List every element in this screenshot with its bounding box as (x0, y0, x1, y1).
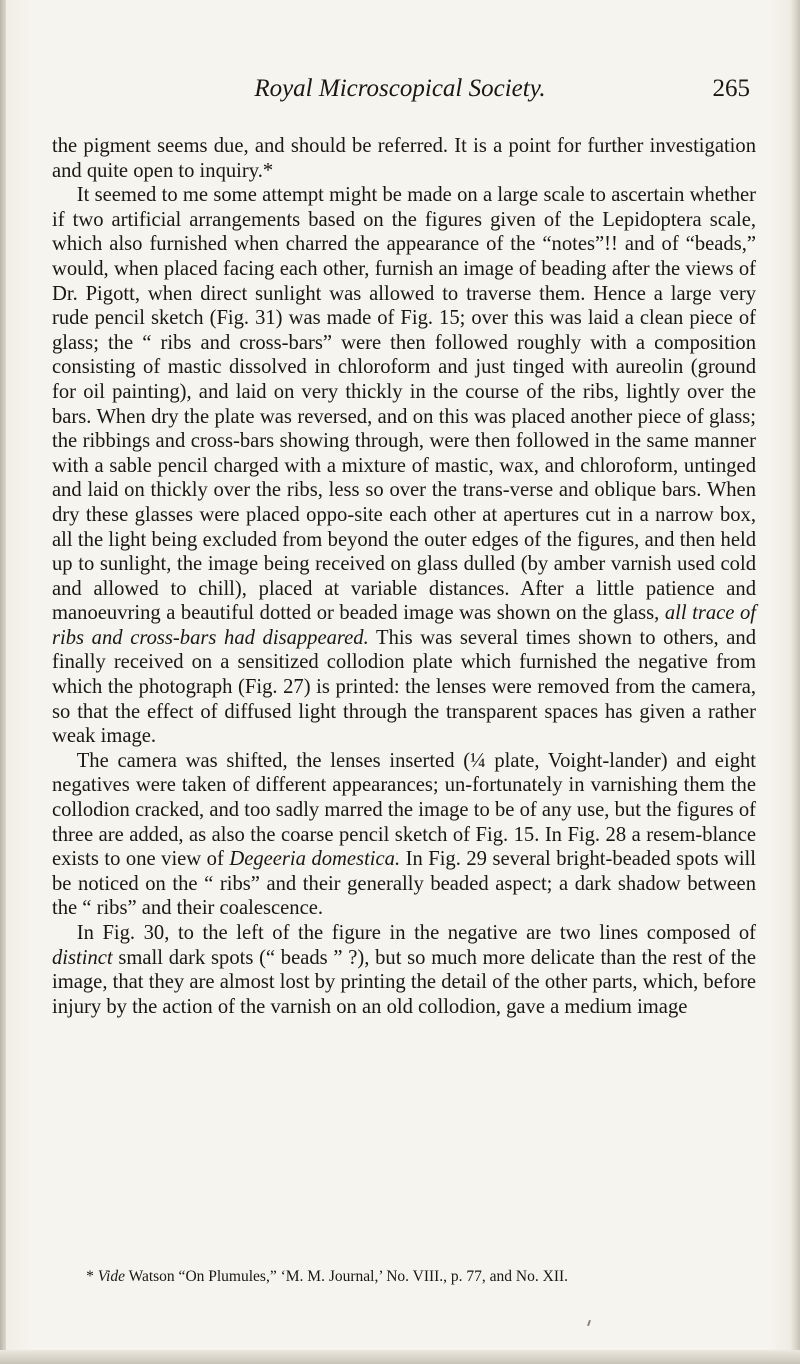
text-run: the pigment seems due, and should be referred. It is a point for further investigation and quite open to inquiry.* (52, 135, 756, 182)
page-bottom-edge (0, 1350, 800, 1364)
page-number: 265 (712, 75, 750, 102)
page-header (40, 75, 760, 115)
italic-text: all trace of ribs and cross-bars had disappeared. (52, 602, 756, 649)
text-run: It seemed to me some attempt might be made on a large scale to ascertain whether if two artificial arrangements based on the figures given of the Lepidoptera scale, which also furnished when charred the appearance of the “notes”!! and of “beads,” would, when placed facing each other, furnish an image of beading after the views of Dr. Pigott, when direct sunlight was allowed to traverse them. Hence a large very rude pencil sketch (Fig. 31) was made of Fig. 15; over this was laid a clean piece of glass; the “ ribs and cross-bars” were then followed roughly with a composition consisting of mastic dissolved in chloroform and just tinged with aureolin (ground for oil painting), and laid on very thickly in the course of the ribs, lightly over the bars. When dry the plate was reversed, and on this was placed another piece of glass; the ribbings and cross-bars showing through, were then followed in the same manner with a sable pencil charged with a mixture of mastic, wax, and chloroform, untinged and laid on thickly over the ribs, less so over the trans-verse and oblique bars. When dry these glasses were placed oppo-site each other at apertures cut in a narrow box, all the light being excluded from beyond the outer edges of the figures, and then held up to sunlight, the image being received on glass dulled (by amber varnish used cold and allowed to chill), placed at variable distances. After a little patience and manoeuvring a beautiful dotted or beaded image was shown on the glass, (52, 184, 756, 625)
text-run: Watson “On Plumules,” ‘M. M. Journal,’ No. VIII., p. 77, and No. XII. (124, 1268, 569, 1285)
text-run: * (86, 1268, 98, 1285)
paragraph (52, 921, 756, 1019)
page-left-edge (0, 0, 6, 1364)
page-right-edge (790, 0, 800, 1364)
italic-text: distinct (52, 946, 113, 969)
stray-ink-mark (587, 1320, 591, 1326)
text-run: small dark spots (“ beads ” ?), but so much more delicate than the rest of the image, that they are almost lost by printing the detail of the other parts, which, before injury by the action of the varnish on an old collodion, gave a medium image (52, 946, 756, 1018)
body-text (52, 134, 756, 1019)
italic-text: Vide (97, 1268, 125, 1285)
text-run: The camera was shifted, the lenses inserted (¼ plate, Voight-lander) and eight negatives were taken of different appearances; un-fortunately in varnishing them the collodion cracked, and too sadly marred the image to be of any use, but the figures of three are added, as also the coarse pencil sketch of Fig. 15. In Fig. 28 a resem-blance exists to one view of (52, 749, 756, 871)
text-run: This was several times shown to others, and finally received on a sensitized collodion plate which furnished the negative from which the photograph (Fig. 27) is printed: the lenses were removed from the camera, so that the effect of diffused light through the transparent spaces has given a rather weak image. (52, 626, 756, 748)
paragraph (52, 749, 756, 921)
footnote-text (52, 1267, 756, 1286)
paragraph (52, 183, 756, 749)
text-run: In Fig. 30, to the left of the figure in the negative are two lines composed of (76, 922, 756, 944)
paragraph (52, 134, 756, 183)
running-head: Royal Microscopical Society. (254, 75, 546, 102)
footnote (52, 1267, 756, 1286)
text-run: In Fig. 29 several bright-beaded spots will be noticed on the “ ribs” and their generally beaded aspect; a dark shadow between the “ ribs” and their coalescence. (52, 848, 757, 920)
italic-text: Degeeria domestica. (229, 848, 401, 871)
